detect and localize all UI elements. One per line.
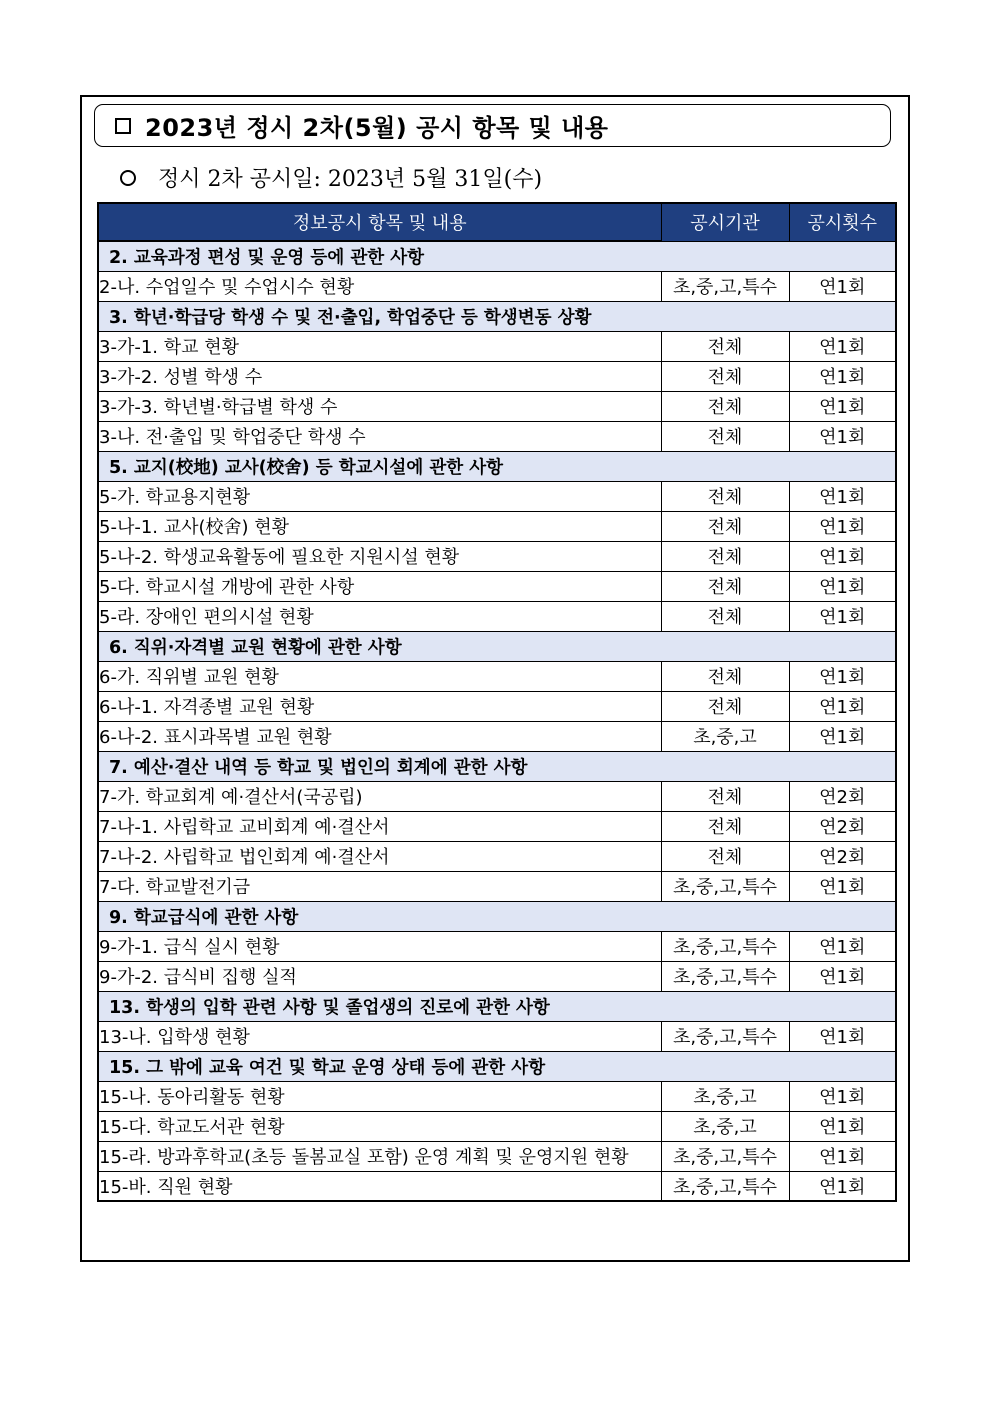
frequency-cell: 연1회 — [789, 931, 896, 961]
section-row — [98, 451, 896, 481]
item-cell: 6-나-1. 자격종별 교원 현황 — [98, 691, 661, 721]
org-cell: 초,중,고,특수 — [661, 1021, 789, 1051]
item-cell: 13-나. 입학생 현황 — [98, 1021, 661, 1051]
section-row — [98, 241, 896, 271]
org-cell: 전체 — [661, 571, 789, 601]
item-cell: 2-나. 수업일수 및 수업시수 현황 — [98, 271, 661, 301]
column-header-org: 공시기관 — [661, 203, 789, 241]
table-row — [98, 421, 896, 451]
section-row — [98, 751, 896, 781]
item-cell: 3-가-1. 학교 현황 — [98, 331, 661, 361]
org-cell: 초,중,고,특수 — [661, 961, 789, 991]
frequency-cell: 연1회 — [789, 361, 896, 391]
frequency-cell: 연1회 — [789, 271, 896, 301]
frequency-cell: 연2회 — [789, 781, 896, 811]
item-cell: 5-라. 장애인 편의시설 현황 — [98, 601, 661, 631]
section-row — [98, 1051, 896, 1081]
frequency-cell: 연1회 — [789, 871, 896, 901]
table-row — [98, 691, 896, 721]
item-cell: 5-가. 학교용지현황 — [98, 481, 661, 511]
org-cell: 전체 — [661, 661, 789, 691]
table-row — [98, 271, 896, 301]
frequency-cell: 연1회 — [789, 391, 896, 421]
table-row — [98, 1111, 896, 1141]
section-title: 7. 예산·결산 내역 등 학교 및 법인의 회계에 관한 사항 — [98, 751, 896, 781]
table-row — [98, 571, 896, 601]
item-cell: 3-가-2. 성별 학생 수 — [98, 361, 661, 391]
circle-bullet-icon — [120, 170, 136, 186]
item-cell: 9-가-2. 급식비 집행 실적 — [98, 961, 661, 991]
item-cell: 7-나-1. 사립학교 교비회계 예·결산서 — [98, 811, 661, 841]
org-cell: 초,중,고 — [661, 1111, 789, 1141]
table-row — [98, 541, 896, 571]
org-cell: 전체 — [661, 361, 789, 391]
table-row — [98, 331, 896, 361]
section-row — [98, 631, 896, 661]
section-row — [98, 901, 896, 931]
table-row — [98, 1081, 896, 1111]
section-title: 2. 교육과정 편성 및 운영 등에 관한 사항 — [98, 241, 896, 271]
table-row — [98, 811, 896, 841]
item-cell: 9-가-1. 급식 실시 현황 — [98, 931, 661, 961]
table-row — [98, 391, 896, 421]
item-cell: 7-가. 학교회계 예·결산서(국공립) — [98, 781, 661, 811]
disclosure-items-table — [97, 202, 897, 1202]
org-cell: 초,중,고 — [661, 1081, 789, 1111]
org-cell: 전체 — [661, 781, 789, 811]
table-header-row — [98, 203, 896, 241]
org-cell: 전체 — [661, 331, 789, 361]
section-title: 5. 교지(校地) 교사(校舍) 등 학교시설에 관한 사항 — [98, 451, 896, 481]
frequency-cell: 연1회 — [789, 541, 896, 571]
frequency-cell: 연1회 — [789, 421, 896, 451]
table-row — [98, 871, 896, 901]
table-row — [98, 601, 896, 631]
org-cell: 전체 — [661, 691, 789, 721]
section-row — [98, 301, 896, 331]
table-row — [98, 361, 896, 391]
frequency-cell: 연1회 — [789, 1171, 896, 1201]
item-cell: 5-다. 학교시설 개방에 관한 사항 — [98, 571, 661, 601]
frequency-cell: 연1회 — [789, 601, 896, 631]
frequency-cell: 연2회 — [789, 841, 896, 871]
section-row — [98, 991, 896, 1021]
frequency-cell: 연1회 — [789, 721, 896, 751]
org-cell: 초,중,고,특수 — [661, 931, 789, 961]
page-title: 2023년 정시 2차(5월) 공시 항목 및 내용 — [145, 114, 609, 142]
title-box — [94, 104, 891, 147]
frequency-cell: 연1회 — [789, 691, 896, 721]
frequency-cell: 연1회 — [789, 961, 896, 991]
table-row — [98, 931, 896, 961]
checkbox-square-icon — [115, 118, 131, 134]
table-row — [98, 1141, 896, 1171]
item-cell: 15-다. 학교도서관 현황 — [98, 1111, 661, 1141]
announcement-date-line — [120, 160, 542, 194]
org-cell: 초,중,고,특수 — [661, 1171, 789, 1201]
org-cell: 전체 — [661, 541, 789, 571]
item-cell: 5-나-2. 학생교육활동에 필요한 지원시설 현황 — [98, 541, 661, 571]
item-cell: 15-라. 방과후학교(초등 돌봄교실 포함) 운영 계획 및 운영지원 현황 — [98, 1141, 661, 1171]
section-title: 6. 직위·자격별 교원 현황에 관한 사항 — [98, 631, 896, 661]
org-cell: 전체 — [661, 601, 789, 631]
item-cell: 6-나-2. 표시과목별 교원 현황 — [98, 721, 661, 751]
table-row — [98, 841, 896, 871]
org-cell: 전체 — [661, 811, 789, 841]
org-cell: 초,중,고,특수 — [661, 271, 789, 301]
frequency-cell: 연1회 — [789, 571, 896, 601]
section-title: 3. 학년·학급당 학생 수 및 전·출입, 학업중단 등 학생변동 상황 — [98, 301, 896, 331]
frequency-cell: 연1회 — [789, 481, 896, 511]
table-row — [98, 511, 896, 541]
column-header-item: 정보공시 항목 및 내용 — [98, 203, 661, 241]
table-body — [98, 241, 896, 1201]
item-cell: 3-나. 전·출입 및 학업중단 학생 수 — [98, 421, 661, 451]
frequency-cell: 연1회 — [789, 511, 896, 541]
frequency-cell: 연1회 — [789, 1111, 896, 1141]
item-cell: 15-바. 직원 현황 — [98, 1171, 661, 1201]
org-cell: 전체 — [661, 391, 789, 421]
frequency-cell: 연1회 — [789, 1021, 896, 1051]
table-row — [98, 481, 896, 511]
item-cell: 5-나-1. 교사(校舍) 현황 — [98, 511, 661, 541]
frequency-cell: 연1회 — [789, 1141, 896, 1171]
frequency-cell: 연2회 — [789, 811, 896, 841]
table-row — [98, 1171, 896, 1201]
org-cell: 초,중,고,특수 — [661, 871, 789, 901]
section-title: 15. 그 밖에 교육 여건 및 학교 운영 상태 등에 관한 사항 — [98, 1051, 896, 1081]
frequency-cell: 연1회 — [789, 661, 896, 691]
table-row — [98, 1021, 896, 1051]
org-cell: 초,중,고 — [661, 721, 789, 751]
org-cell: 전체 — [661, 511, 789, 541]
table-row — [98, 721, 896, 751]
item-cell: 6-가. 직위별 교원 현황 — [98, 661, 661, 691]
frequency-cell: 연1회 — [789, 1081, 896, 1111]
org-cell: 초,중,고,특수 — [661, 1141, 789, 1171]
item-cell: 7-나-2. 사립학교 법인회계 예·결산서 — [98, 841, 661, 871]
table-row — [98, 961, 896, 991]
org-cell: 전체 — [661, 481, 789, 511]
item-cell: 15-나. 동아리활동 현황 — [98, 1081, 661, 1111]
section-title: 9. 학교급식에 관한 사항 — [98, 901, 896, 931]
item-cell: 3-가-3. 학년별·학급별 학생 수 — [98, 391, 661, 421]
org-cell: 전체 — [661, 841, 789, 871]
section-title: 13. 학생의 입학 관련 사항 및 졸업생의 진로에 관한 사항 — [98, 991, 896, 1021]
frequency-cell: 연1회 — [789, 331, 896, 361]
column-header-frequency: 공시횟수 — [789, 203, 896, 241]
item-cell: 7-다. 학교발전기금 — [98, 871, 661, 901]
announcement-date: 정시 2차 공시일: 2023년 5월 31일(수) — [158, 166, 543, 192]
org-cell: 전체 — [661, 421, 789, 451]
table-row — [98, 661, 896, 691]
table-row — [98, 781, 896, 811]
